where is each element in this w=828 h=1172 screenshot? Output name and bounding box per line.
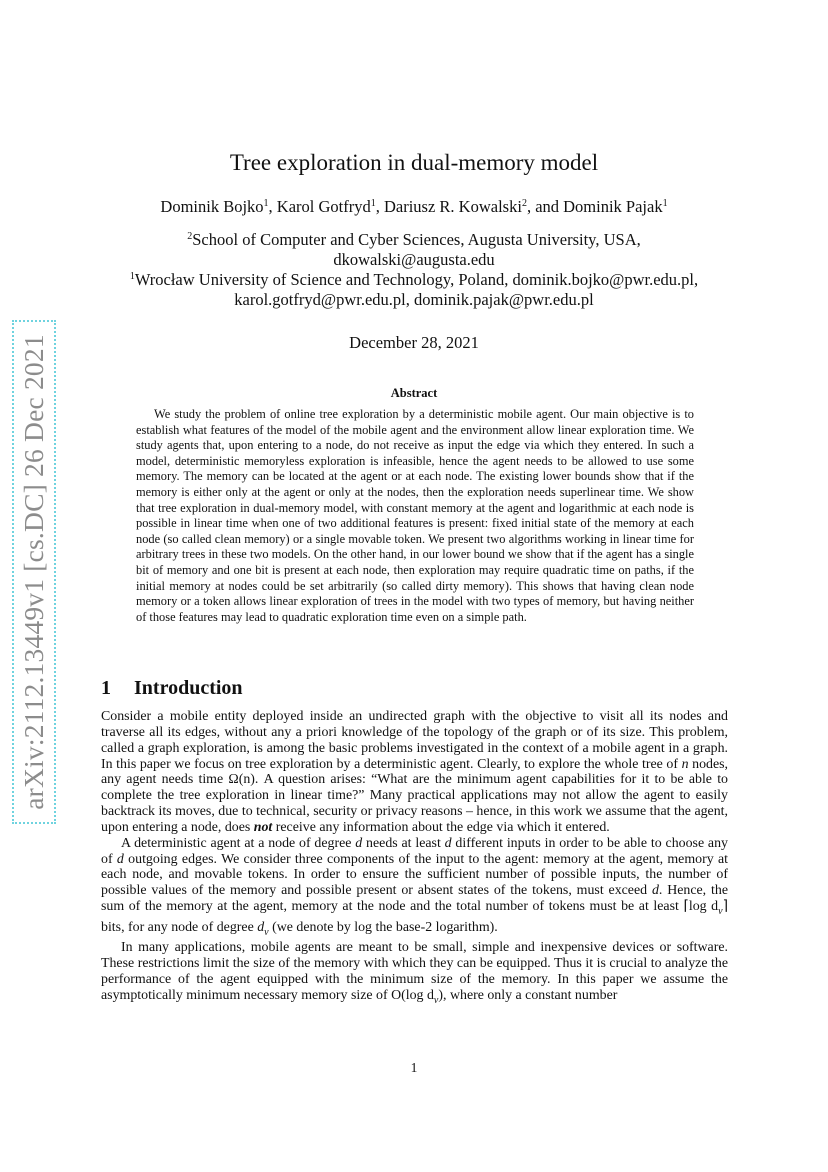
math-subscript: v — [718, 905, 723, 917]
author-name: Dominik Bojko — [160, 197, 264, 216]
math-expression: Ω(n) — [228, 772, 255, 788]
math-part: ) — [438, 987, 444, 1003]
arxiv-identifier-text: arXiv:2112.13449v1 [cs.DC] 26 Dec 2021 — [18, 334, 49, 810]
author-separator: , and — [526, 197, 564, 216]
affiliation-augusta — [0, 230, 828, 270]
author-affiliation-mark: 1 — [370, 198, 376, 209]
introduction-body — [101, 709, 728, 1009]
affiliation-line: Wrocław University of Science and Technology, Poland, dominik.bojko@pwr.edu.pl, — [134, 270, 699, 289]
author-name: Dariusz R. Kowalski — [383, 197, 522, 216]
text-run: Consider a mobile entity deployed inside an undirected graph with the objective to visit all its nodes and traverse all its edges, without any a priori knowledge of the topology of the graph or of its size. This problem, called a graph exploration, is among the basic problems investigated in the context of a mobile agent in a graph. In this paper we focus on tree exploration by a deterministic agent. Clearly, to explore the whole tree of — [101, 709, 728, 772]
page-number: 1 — [410, 1060, 418, 1075]
affiliation-email: dkowalski@augusta.edu — [333, 250, 495, 269]
paragraph — [101, 836, 728, 941]
author-affiliation-mark: 1 — [662, 198, 668, 209]
text-run: A deterministic agent at a node of degree — [121, 835, 356, 851]
paragraph — [101, 940, 728, 1008]
text-run: nodes, any agent needs time — [101, 756, 728, 788]
section-title: Introduction — [134, 677, 243, 699]
math-variable: d — [257, 919, 265, 935]
math-variable: d — [116, 851, 124, 867]
text-run: outgoing edges. We consider three components of the input to the agent: memory at the agent, memory at each node, and movable tokens. In order to ensure the sufficient number of possible inputs, the number of possible values of the memory and possible present or absent states of the tokens, must exceed — [101, 851, 728, 899]
abstract-body — [136, 407, 694, 625]
text-run: receive any information about the edge via which it entered. — [272, 819, 610, 835]
affiliation-email: karol.gotfryd@pwr.edu.pl, dominik.pajak@pwr.edu.pl — [234, 290, 594, 309]
math-variable: d — [355, 835, 363, 851]
text-run: bits, for any node of degree — [101, 919, 258, 935]
paragraph — [101, 709, 728, 836]
author-affiliation-mark: 2 — [521, 198, 527, 209]
math-part: ⌉ — [722, 899, 728, 915]
affiliation-wroclaw — [0, 270, 828, 310]
affiliation-line: School of Computer and Cyber Sciences, Augusta University, USA, — [192, 230, 641, 249]
text-run: (we denote by log the base-2 logarithm). — [268, 919, 498, 935]
section-heading — [101, 677, 243, 700]
author-name: Dominik Pajak — [563, 197, 663, 216]
author-affiliation-mark: 1 — [263, 198, 269, 209]
abstract-heading: Abstract — [390, 386, 438, 400]
affiliation-mark: 2 — [187, 231, 193, 242]
text-run: , where only a constant number — [443, 987, 618, 1003]
section-number: 1 — [101, 677, 111, 699]
math-part: O(log d — [391, 987, 434, 1003]
math-subscript: v — [264, 926, 269, 938]
math-variable: d — [444, 835, 452, 851]
author-name: Karol Gotfryd — [276, 197, 371, 216]
math-subscript: v — [433, 994, 439, 1006]
affiliation-mark: 1 — [129, 271, 135, 282]
author-separator: , — [268, 197, 277, 216]
math-expression — [391, 987, 444, 1006]
math-variable: n — [681, 756, 689, 772]
author-separator: , — [375, 197, 384, 216]
text-run: needs at least — [362, 835, 445, 851]
text-run: . A question arises: “What are the minimum agent capabilities for it to be able to complete the tree exploration in linear time?” Many practical applications may not allow the agent to easily backtrack its moves, due to technical, security or privacy reasons – hence, in this work we assume that the agent, upon entering a node, does — [101, 772, 729, 835]
text-run: . Hence, the sum of the memory at the agent, memory at the node and the total number of tokens must be at least — [101, 883, 728, 915]
text-run: In many applications, mobile agents are meant to be small, simple and inexpensive devices or software. These restrictions limit the size of the memory with which they can be equipped. Thus it is crucial to analyze the performance of the agent equipped with the minimum size of the memory. In this paper we assume the asymptotically minimum necessary memory size of — [101, 940, 728, 1003]
math-variable: d — [651, 883, 659, 899]
text-run: different inputs in order to be able to choose any of — [101, 835, 728, 867]
author-list — [0, 197, 828, 217]
paper-title: Tree exploration in dual-memory model — [229, 150, 599, 175]
abstract-text: We study the problem of online tree exploration by a deterministic mobile agent. Our main objective is to establish what features of the model of the mobile agent and the environment allow linear exploration time. We study agents that, upon entering to a node, do not receive as input the edge via which they entered. In such a model, deterministic memoryless exploration is infeasible, hence the agent needs to be allowed to use some memory. The memory can be located at the agent or at each node. The existing lower bounds show that if the memory is either only at the agent or only at the nodes, then the exploration needs superlinear time. We show that tree exploration in dual-memory model, with constant memory at the agent and logarithmic at each node is possible in linear time when one of two additional features is present: fixed initial state of the memory at each node (so called clean memory) or a single movable token. We present two algorithms working in linear time for arbitrary trees in these two models. On the other hand, in our lower bound we show that if the agent has a single bit of memory and one bit is present at each node, then exploration may require quadratic time on paths, if the initial memory at nodes could be set arbitrarily (so called dirty memory). This shows that having clean node memory or a token allows linear exploration of trees in the model with two types of memory, but having neither of those features may lead to quadratic exploration time even on a simple path. — [136, 407, 694, 624]
emphasis: not — [253, 819, 273, 835]
paper-date: December 28, 2021 — [349, 333, 479, 352]
math-expression — [683, 899, 728, 917]
math-part: ⌈log d — [683, 899, 719, 915]
